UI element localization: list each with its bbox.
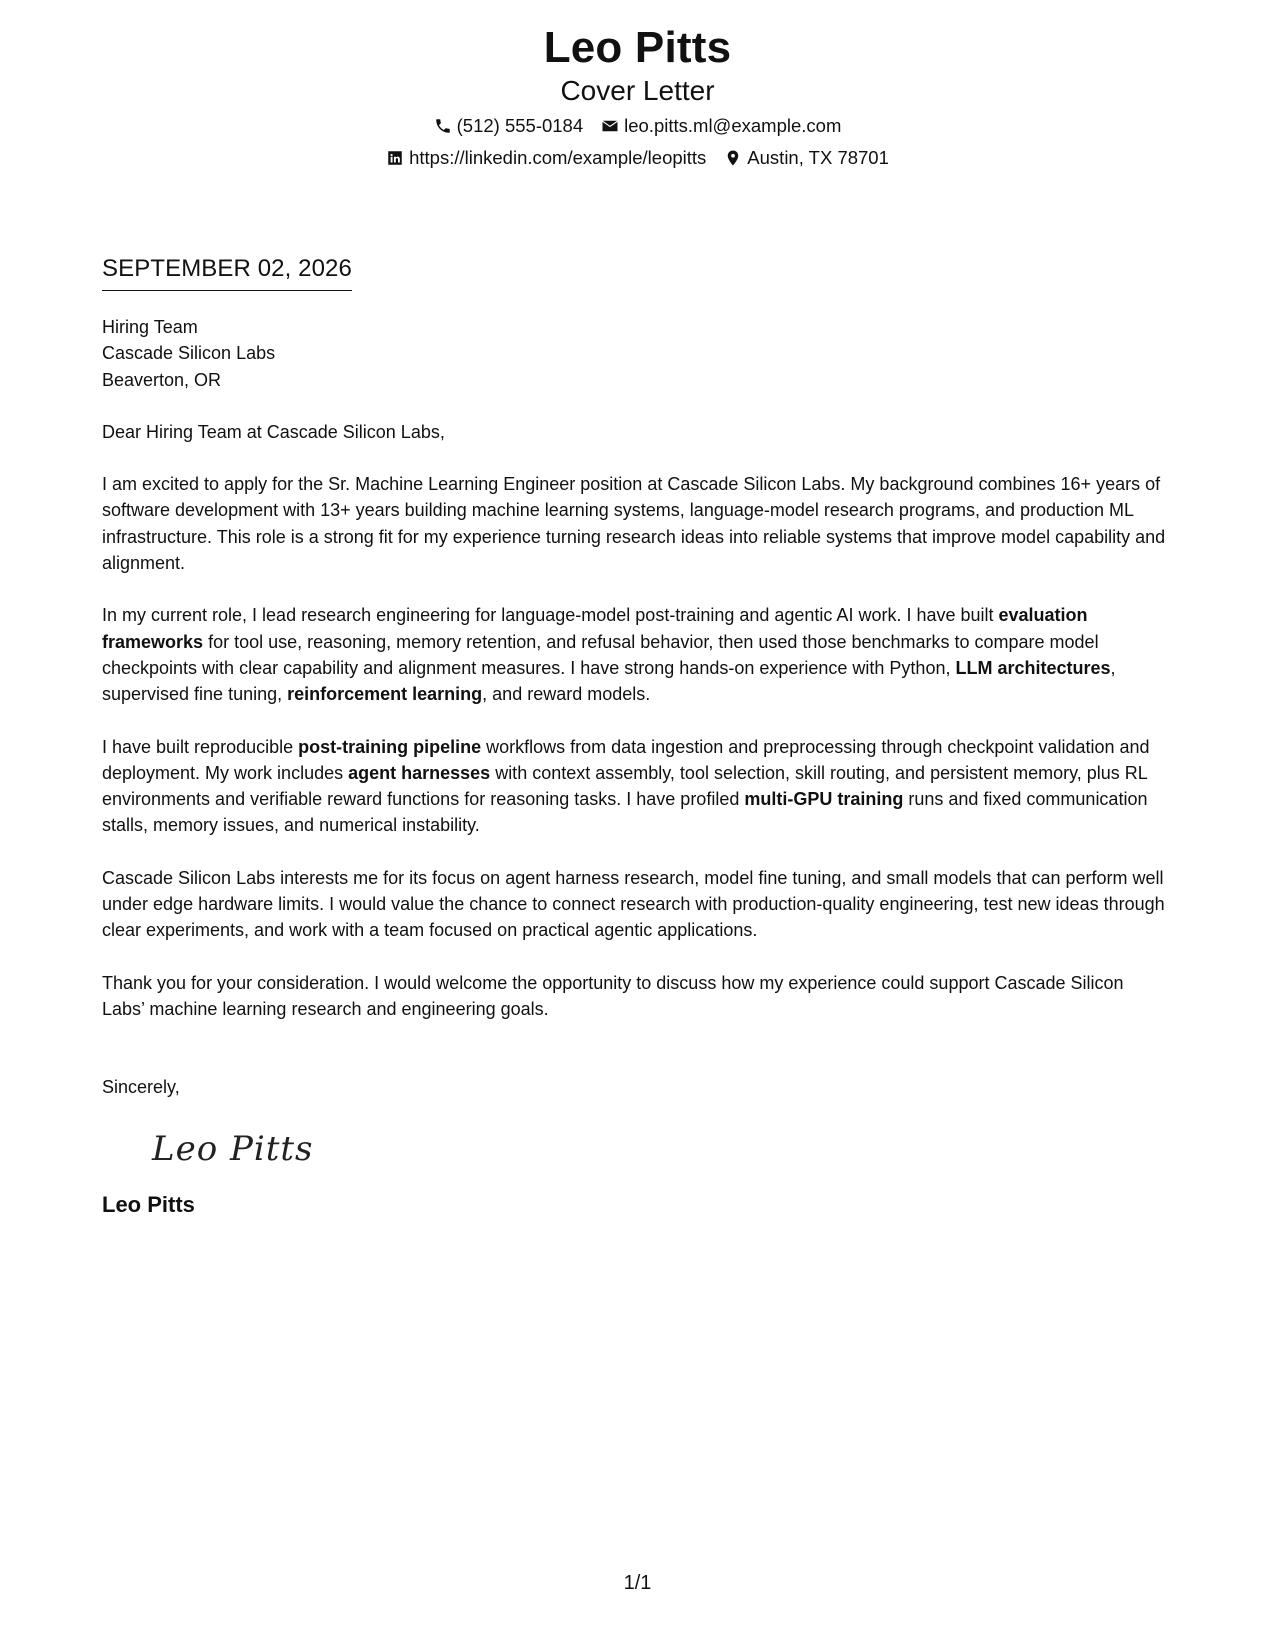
map-pin-icon bbox=[724, 149, 742, 167]
emphasized-phrase: post-training pipeline bbox=[298, 736, 482, 757]
paragraph-text: I have built reproducible bbox=[102, 736, 299, 757]
body-paragraph bbox=[102, 602, 1170, 707]
paragraph-text: , supervised fine tuning, bbox=[102, 657, 1116, 705]
paragraph-text: workflows from data ingestion and preprocessing through checkpoint validation and deployment. My work includes bbox=[102, 736, 1150, 783]
body-paragraph bbox=[102, 865, 1170, 944]
letter-date: SEPTEMBER 02, 2026 bbox=[102, 254, 352, 291]
paragraph-text: runs and fixed communication stalls, memory issues, and numerical instability. bbox=[102, 789, 1148, 836]
letter-paragraphs bbox=[102, 471, 1170, 1022]
linkedin-url[interactable]: https://linkedin.com/example/leopitts bbox=[409, 147, 707, 168]
contact-location bbox=[724, 146, 889, 170]
linkedin-icon bbox=[386, 149, 404, 167]
paragraph-text: I am excited to apply for the Sr. Machine Learning Engineer position at Cascade Silicon Labs. My background combines 16+ years of software development with 13+ years building machine learning systems, language-model research programs, and production ML infrastructure. This role is a strong fit for my experience turning research ideas into reliable systems that improve model capability and alignment. bbox=[102, 474, 1166, 574]
applicant-name: Leo Pitts bbox=[543, 23, 732, 72]
signer-name: Leo Pitts bbox=[102, 1191, 195, 1217]
recipient-line: Beaverton, OR bbox=[102, 369, 222, 390]
body-paragraph bbox=[102, 970, 1170, 1023]
paragraph-text: Thank you for your consideration. I would welcome the opportunity to discuss how my experience could support Cascade Silicon Labs’ machine learning research and engineering goals. bbox=[102, 972, 1124, 1019]
body-paragraph bbox=[102, 734, 1170, 839]
salutation: Dear Hiring Team at Cascade Silicon Labs, bbox=[102, 421, 445, 442]
contact-row-1 bbox=[0, 114, 1275, 138]
contact-phone bbox=[434, 114, 584, 138]
contact-row-2 bbox=[0, 146, 1275, 170]
recipient-line: Hiring Team bbox=[102, 317, 198, 337]
emphasized-phrase: agent harnesses bbox=[348, 762, 491, 783]
letter-body bbox=[102, 314, 1170, 1219]
email-address[interactable]: leo.pitts.ml@example.com bbox=[624, 115, 842, 136]
document-subtitle: Cover Letter bbox=[560, 75, 715, 106]
body-paragraph bbox=[102, 471, 1170, 576]
handwritten-signature: Leo Pitts bbox=[152, 1128, 314, 1169]
page-number: 1/1 bbox=[623, 1572, 652, 1594]
contact-email[interactable] bbox=[601, 114, 841, 138]
paragraph-text: , and reward models. bbox=[482, 684, 651, 705]
location-text: Austin, TX 78701 bbox=[747, 147, 889, 168]
emphasized-phrase: evaluation frameworks bbox=[102, 605, 1088, 652]
paragraph-text: In my current role, I lead research engineering for language-model post-training and agentic AI work. I have built bbox=[102, 605, 999, 626]
paragraph-text: Cascade Silicon Labs interests me for its focus on agent harness research, model fine tuning, and small models that can perform well under edge hardware limits. I would value the chance to connect research with production-quality engineering, test new ideas through clear experiments, and work with a team focused on practical agentic applications. bbox=[102, 867, 1165, 941]
paragraph-text: with context assembly, tool selection, skill routing, and persistent memory, plus RL environments and verifiable reward functions for reasoning tasks. I have profiled bbox=[102, 762, 1148, 810]
emphasized-phrase: LLM architectures bbox=[955, 657, 1111, 678]
phone-icon bbox=[434, 117, 452, 135]
date-block bbox=[102, 254, 352, 291]
contact-linkedin[interactable] bbox=[386, 146, 706, 170]
paragraph-text: for tool use, reasoning, memory retention, and refusal behavior, then used those benchmarks to compare model checkpoints with clear capability and alignment measures. I have strong hands-on experience with Python, bbox=[102, 631, 1099, 678]
phone-number: (512) 555-0184 bbox=[456, 115, 584, 136]
emphasized-phrase: multi-GPU training bbox=[744, 789, 904, 810]
recipient-line: Cascade Silicon Labs bbox=[102, 343, 276, 364]
recipient-address bbox=[102, 314, 1170, 393]
closing: Sincerely, bbox=[102, 1077, 180, 1098]
emphasized-phrase: reinforcement learning bbox=[287, 684, 483, 705]
letter-header bbox=[0, 22, 1275, 170]
envelope-icon bbox=[601, 117, 619, 135]
